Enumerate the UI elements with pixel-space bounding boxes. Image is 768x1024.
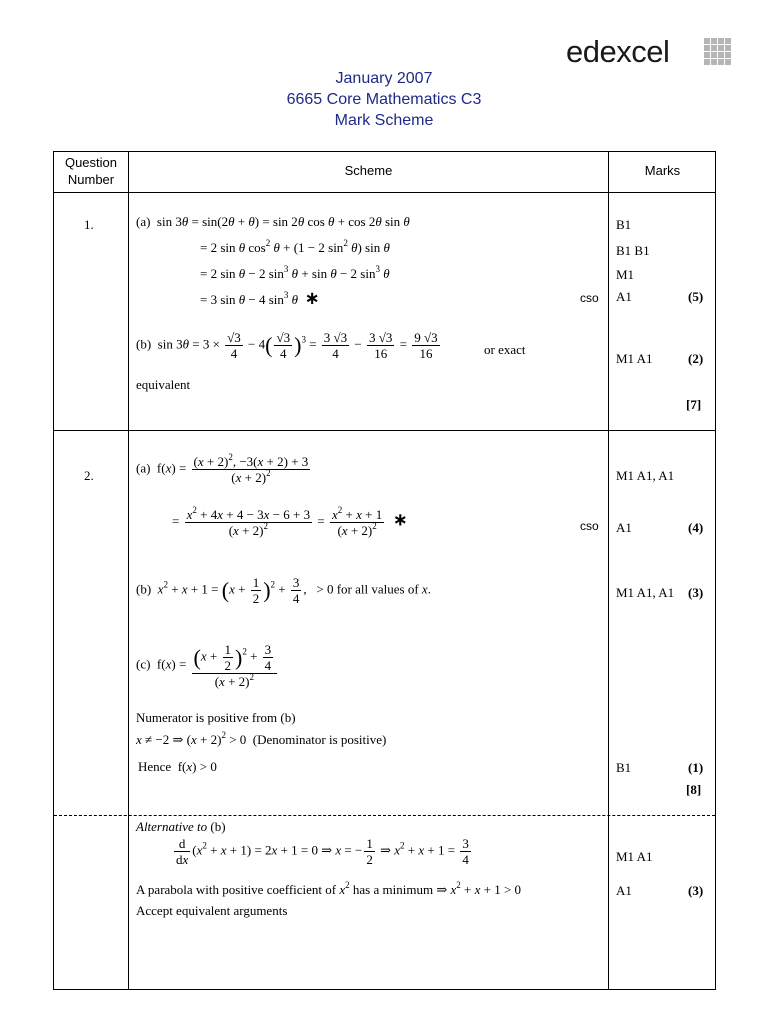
q1b-working: (b) sin 3θ = 3 × $\frac{√3}{4}$ − 4( $\frac{√3}{4}$ )$^3$ = $\frac{3 √3}{4}$ − $\frac{3 √3}{16}$ = $\frac{9 √3}{16}$ xyxy=(136,330,438,361)
q2c-note2: (Denominator is positive) xyxy=(252,732,387,747)
subtotal: (1) xyxy=(688,760,704,775)
q2c-conclusion: Hence f(x) > 0 xyxy=(138,759,217,774)
alt-parabola: A parabola with positive coefficient of $x^2$ has a minimum ⇒ $x^2 + x + 1 > 0$ xyxy=(136,880,522,897)
alt-text2: has a minimum xyxy=(352,882,434,897)
exam-date: January 2007 xyxy=(335,70,433,87)
alt-accept: Accept equivalent arguments xyxy=(136,903,288,918)
mark: M1 A1, A1 xyxy=(616,468,675,483)
subtotal: (2) xyxy=(688,351,704,366)
q1b-note: or exact xyxy=(484,342,526,357)
mark: B1 B1 xyxy=(616,243,650,258)
q2c-implication: x ≠ −2 ⇒ $(x + 2)^2 > 0$ (Denominator is positive) xyxy=(136,730,387,747)
mark: M1 A1 xyxy=(616,849,653,864)
q1a-line4: = 3 sin θ − 4 $\sin^3 \theta$ ∗ xyxy=(200,288,320,309)
subtotal: (3) xyxy=(688,585,704,600)
logo-grid-icon xyxy=(704,38,732,66)
q2c-hence: Hence xyxy=(138,759,172,774)
alt-derivative: $\frac{d}{dx}$ $(x^2 + x + 1) = 2x + 1 = 0$ ⇒ x = − $\frac{1}{2}$ ⇒ $x^2 + x + 1$ = $\frac{3}{4}$ xyxy=(176,836,469,867)
mark: M1 xyxy=(616,267,635,282)
q2b-working: (b) $x^2 + x + 1 = (x$ + $\frac{1}{2}$ )$^2$ + $\frac{3}{4}$ , > 0 for all values of x. xyxy=(136,575,431,606)
col-scheme-header: Scheme xyxy=(344,163,393,178)
q1a-line3: = 2 sin θ − 2 $\sin^3 \theta + \sin \theta - 2$ $\sin^3 \theta$ xyxy=(200,264,390,281)
question-total: [7] xyxy=(686,397,702,412)
alternative-divider xyxy=(54,815,715,816)
mark-scheme-table xyxy=(53,151,716,990)
doc-title: Mark Scheme xyxy=(334,112,434,129)
cso-label: cso xyxy=(580,519,599,533)
paper-title: 6665 Core Mathematics C3 xyxy=(286,91,482,108)
mark: B1 xyxy=(616,217,632,232)
q2b-text: for all values of xyxy=(336,581,419,597)
mark: M1 A1 xyxy=(616,351,653,366)
alt-title: Alternative to xyxy=(136,819,208,834)
alt-part: (b) xyxy=(210,819,226,834)
cso-label: cso xyxy=(580,291,599,305)
q2c-note1: Numerator is positive from (b) xyxy=(136,710,296,725)
question-number: 1. xyxy=(84,217,94,232)
mark: A1 xyxy=(616,289,632,304)
q1b-note2: equivalent xyxy=(136,377,191,392)
subtotal: (3) xyxy=(688,883,704,898)
mark: M1 A1, A1 xyxy=(616,585,675,600)
q2a-line2: = $\frac{x^2 + 4x + 4 - 3x - 6 + 3}{(x + 2)^2}$ = $\frac{x^2 + x + 1}{(x + 2)^2}$ ∗ xyxy=(172,505,408,538)
question-number: 2. xyxy=(84,468,94,483)
q2c-working: (c) f(x) = (x + $\frac{1}{2}$ )$^2$ + $\frac{3}{4}$ $(x + 2)^2$ xyxy=(136,642,279,689)
col-question-header: Question Number xyxy=(64,155,118,187)
q1a-line2: = 2 sin θ $\cos^2 \theta + (1 - 2$ $\sin^2 \theta$) sin θ xyxy=(200,238,390,255)
col-marks-header: Marks xyxy=(644,163,681,178)
q1a-line1: (a) sin 3θ = sin(2θ + θ) = sin 2θ cos θ + cos 2θ sin θ xyxy=(136,214,410,229)
mark: B1 xyxy=(616,760,632,775)
q2a-line1: (a) f(x) = $\frac{(x + 2)^2, -3(x + 2) + 3}{(x + 2)^2}$ xyxy=(136,452,309,485)
mark: A1 xyxy=(616,883,632,898)
mark: A1 xyxy=(616,520,632,535)
question-total: [8] xyxy=(686,782,702,797)
logo-wordmark: edexcel xyxy=(566,34,670,69)
edexcel-logo xyxy=(566,36,736,72)
subtotal: (5) xyxy=(688,289,704,304)
alt-heading xyxy=(136,819,226,835)
subtotal: (4) xyxy=(688,520,704,535)
alt-text: A parabola with positive coefficient of xyxy=(136,882,337,897)
